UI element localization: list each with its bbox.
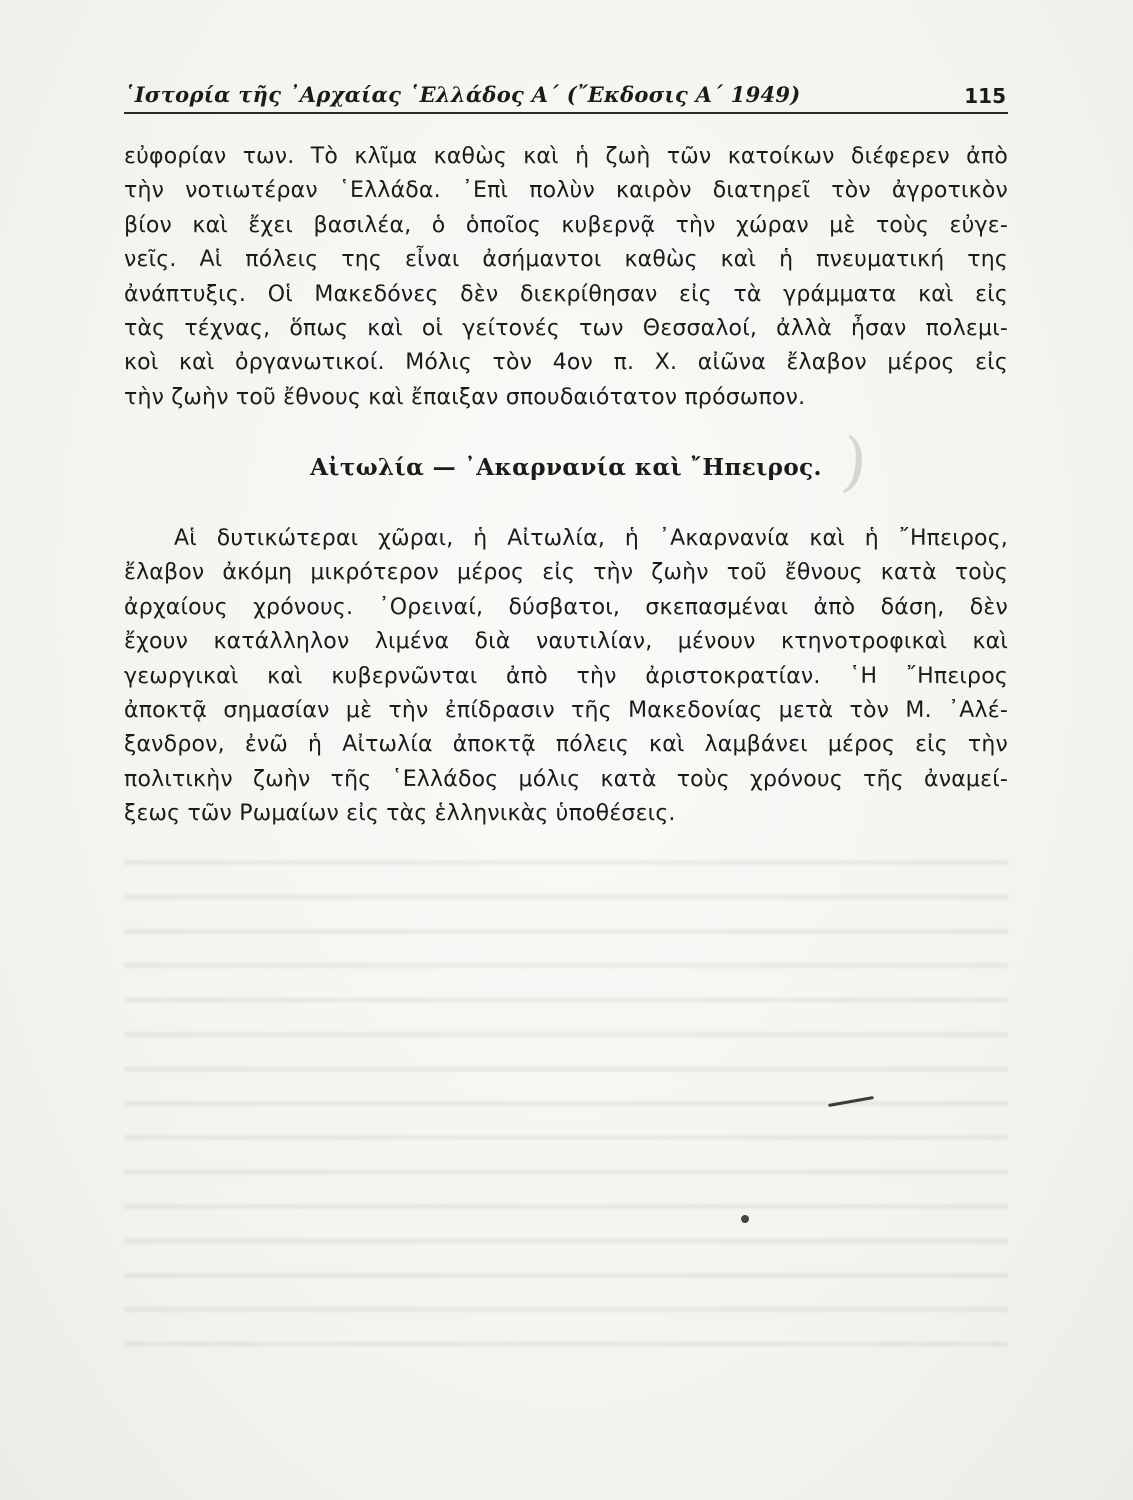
text-line: τὴν νοτιωτέραν ῾Ελλάδα. ᾿Επὶ πολὺν καιρὸν διατηρεῖ τὸν ἀγροτικὸν (124, 178, 1008, 204)
text-line: ξεως τῶν Ρωμαίων εἰς τὰς ἑλληνικὰς ὑποθέσεις. (124, 801, 676, 827)
ink-dot-mark (741, 1215, 749, 1223)
text-line: ἀνάπτυξις. Οἱ Μακεδόνες δὲν διεκρίθησαν εἰς τὰ γράμματα καὶ εἰς (124, 281, 1008, 307)
text-line: πολιτικὴν ζωὴν τῆς ῾Ελλάδος μόλις κατὰ τοὺς χρόνους τῆς ἀναμεί- (124, 766, 1008, 792)
text-line: Αἱ δυτικώτεραι χῶραι, ἡ Αἰτωλία, ἡ ᾿Ακαρνανία καὶ ἡ ῎Ηπειρος, (174, 526, 1008, 551)
text-line: νεῖς. Αἱ πόλεις της εἶναι ἀσήμαντοι καθὼς καὶ ἡ πνευματική της (124, 247, 1008, 273)
text-line: ἀρχαίους χρόνους. ᾿Ορειναί, δύσβατοι, σκεπασμέναι ἀπὸ δάση, δὲν (124, 594, 1008, 620)
bleed-through-text (124, 838, 1008, 1358)
text-line: τὴν ζωὴν τοῦ ἔθνους καὶ ἔπαιξαν σπουδαιότατον πρόσωπον. (124, 384, 806, 410)
running-title: ῾Ιστορία τῆς ᾿Αρχαίας ῾Ελλάδος Α΄ (῎Εκδοσις Α΄ 1949) (124, 82, 801, 107)
text-line: εὐφορίαν των. Τὸ κλῖμα καθὼς καὶ ἡ ζωὴ τῶν κατοίκων διέφερεν ἀπὸ (124, 144, 1008, 169)
text-line: γεωργικαὶ καὶ κυβερνῶνται ἀπὸ τὴν ἀριστοκρατίαν. ῾Η ῎Ηπειρος (124, 663, 1008, 689)
text-line: τὰς τέχνας, ὅπως καὶ οἱ γείτονές των Θεσσαλοί, ἀλλὰ ἦσαν πολεμι- (124, 315, 1008, 341)
text-line: κοὶ καὶ ὀργανωτικοί. Μόλις τὸν 4ον π. Χ. αἰῶνα ἔλαβον μέρος εἰς (124, 350, 1008, 376)
page-header (124, 82, 1008, 114)
text-line: ξανδρον, ἐνῶ ἡ Αἰτωλία ἀποκτᾷ πόλεις καὶ λαμβάνει μέρος εἰς τὴν (124, 732, 1008, 758)
text-line: ἔχουν κατάλληλον λιμένα διὰ ναυτιλίαν, μένουν κτηνοτροφικαὶ καὶ (124, 629, 1008, 655)
text-line: βίον καὶ ἔχει βασιλέα, ὁ ὁποῖος κυβερνᾷ τὴν χώραν μὲ τοὺς εὐγε- (124, 212, 1008, 238)
pencil-annotation-mark: ) (838, 424, 871, 502)
section-heading: Αἰτωλία — ᾿Ακαρνανία καὶ ῎Ηπειρος. (310, 454, 822, 481)
paragraph-macedonia (124, 140, 1008, 415)
text-line: ἔλαβον ἀκόμη μικρότερον μέρος εἰς τὴν ζωὴν τοῦ ἔθνους κατὰ τοὺς (124, 560, 1008, 586)
text-line: ἀποκτᾷ σημασίαν μὲ τὴν ἐπίδρασιν τῆς Μακεδονίας μετὰ τὸν Μ. ᾿Αλέ- (124, 697, 1008, 723)
paragraph-aetolia (124, 522, 1008, 832)
page-number: 115 (964, 84, 1006, 108)
